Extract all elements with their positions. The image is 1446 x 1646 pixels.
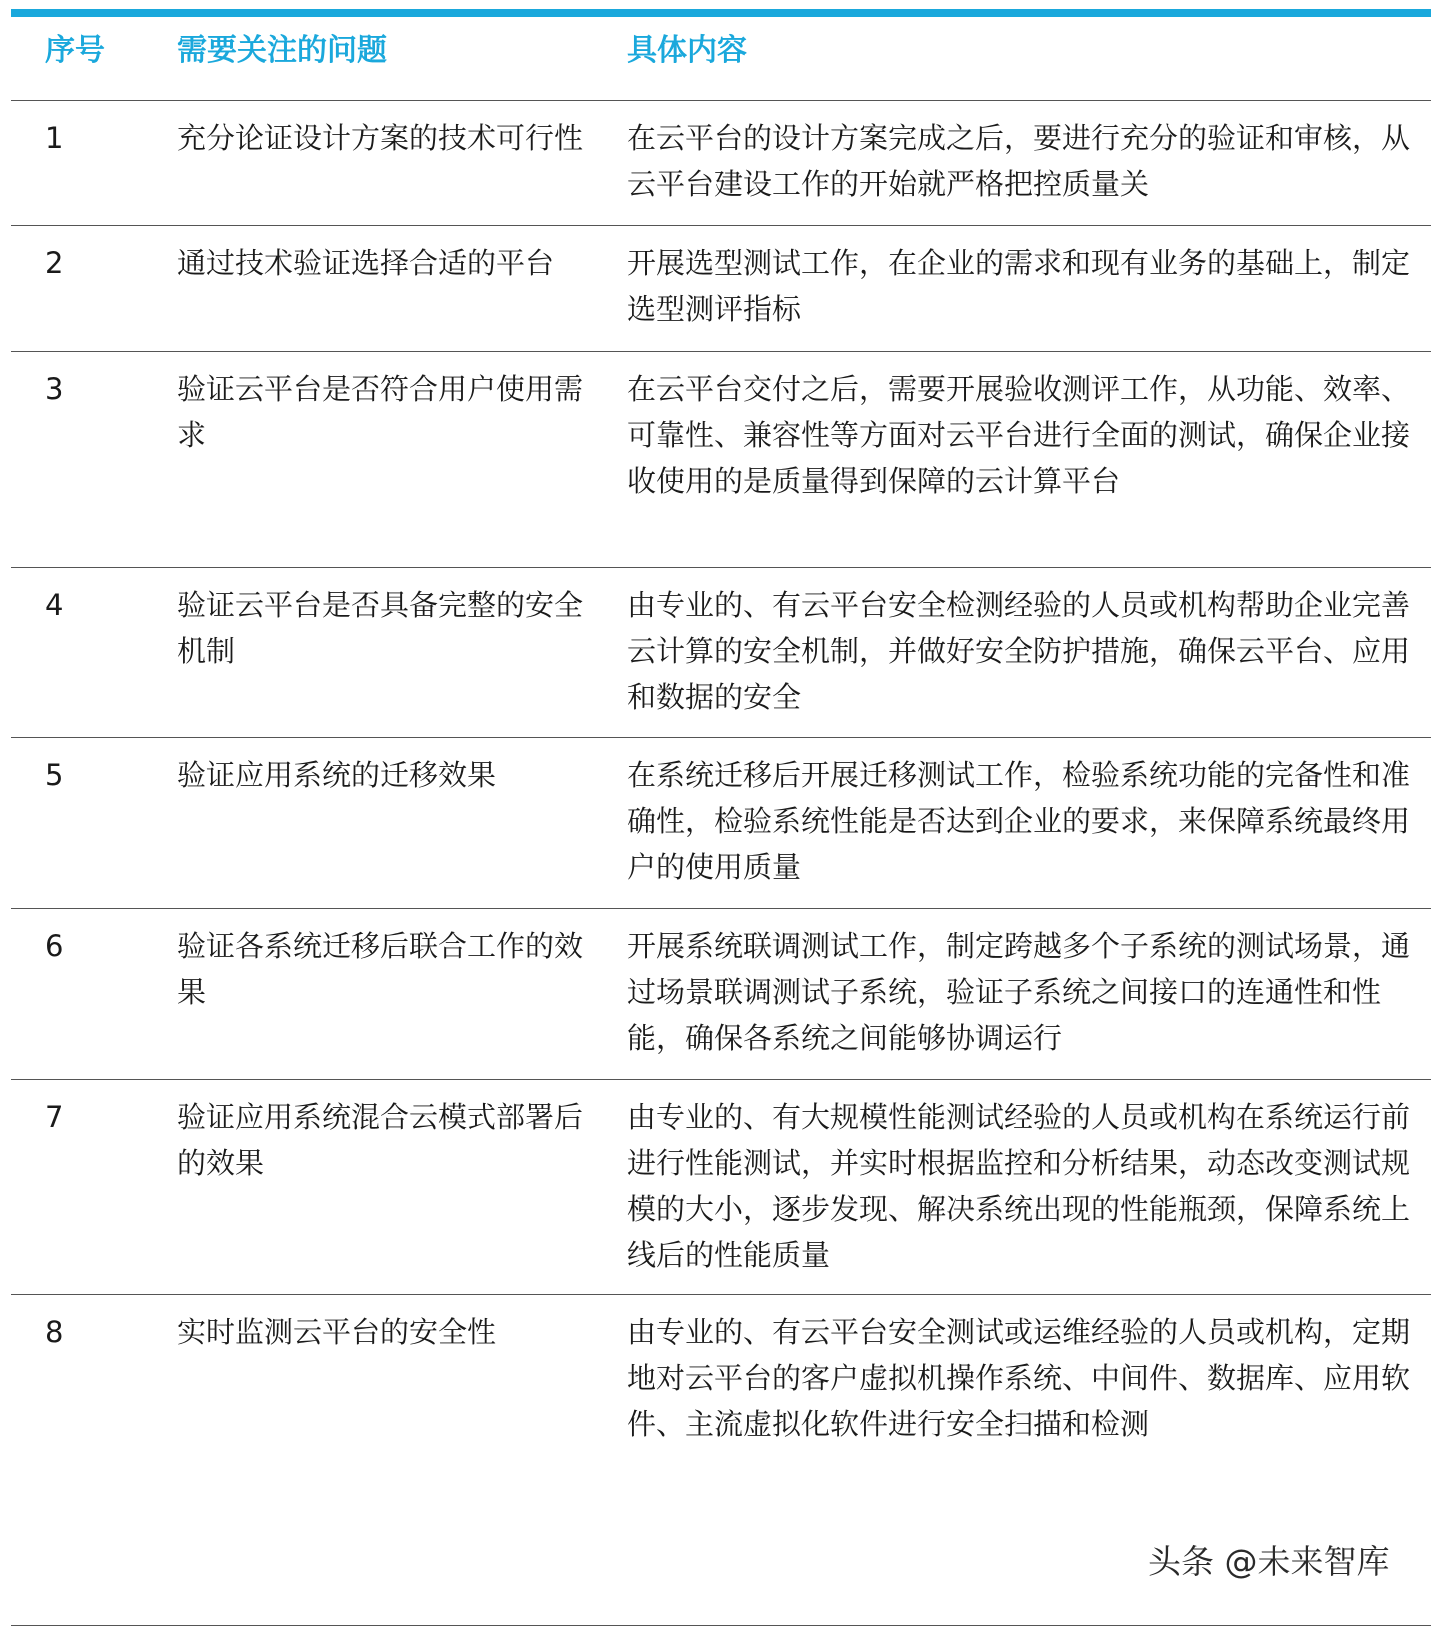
row-num: 5	[45, 758, 64, 792]
row-issue: 验证云平台是否具备完整的安全机制	[177, 588, 584, 668]
row-detail: 开展系统联调测试工作，制定跨越多个子系统的测试场景，通过场景联调测试子系统，验证子系统之间接口的连通性和性能，确保各系统之间能够协调运行	[627, 929, 1411, 1055]
row-num: 3	[45, 372, 64, 406]
table-row	[11, 1080, 1431, 1295]
row-issue: 验证应用系统的迁移效果	[177, 758, 497, 792]
header-detail: 具体内容	[627, 33, 747, 68]
row-detail: 由专业的、有大规模性能测试经验的人员或机构在系统运行前进行性能测试，并实时根据监控和分析结果，动态改变测试规模的大小，逐步发现、解决系统出现的性能瓶颈，保障系统上线后的性能质量	[627, 1100, 1411, 1272]
row-issue: 实时监测云平台的安全性	[177, 1315, 497, 1349]
row-num: 2	[45, 246, 64, 280]
row-num: 7	[45, 1100, 64, 1134]
table-bottom-rule	[11, 1625, 1431, 1626]
table-row	[11, 909, 1431, 1080]
row-issue: 充分论证设计方案的技术可行性	[177, 121, 584, 155]
row-issue: 通过技术验证选择合适的平台	[177, 246, 555, 280]
table-row	[11, 352, 1431, 568]
row-detail: 在云平台的设计方案完成之后，要进行充分的验证和审核，从云平台建设工作的开始就严格把控质量关	[627, 121, 1411, 201]
row-num: 1	[45, 121, 64, 155]
header-num: 序号	[45, 33, 105, 68]
row-issue: 验证各系统迁移后联合工作的效果	[177, 929, 584, 1009]
row-issue: 验证应用系统混合云模式部署后的效果	[177, 1100, 584, 1180]
row-num: 8	[45, 1315, 64, 1349]
table-row	[11, 101, 1431, 226]
issues-table	[11, 17, 1431, 1627]
row-num: 6	[45, 929, 64, 963]
row-detail: 在云平台交付之后，需要开展验收测评工作，从功能、效率、可靠性、兼容性等方面对云平台进行全面的测试，确保企业接收使用的是质量得到保障的云计算平台	[627, 372, 1411, 498]
header-issue: 需要关注的问题	[177, 33, 387, 68]
table-row	[11, 568, 1431, 738]
table-row	[11, 226, 1431, 352]
table-top-rule	[11, 9, 1431, 17]
row-num: 4	[45, 588, 64, 622]
row-detail: 由专业的、有云平台安全检测经验的人员或机构帮助企业完善云计算的安全机制，并做好安全防护措施，确保云平台、应用和数据的安全	[627, 588, 1411, 714]
row-detail: 在系统迁移后开展迁移测试工作，检验系统功能的完备性和准确性，检验系统性能是否达到企业的要求，来保障系统最终用户的使用质量	[627, 758, 1411, 884]
watermark-text: 头条 @未来智库	[1148, 1542, 1390, 1581]
row-detail: 开展选型测试工作，在企业的需求和现有业务的基础上，制定选型测评指标	[627, 246, 1411, 326]
table-header-row	[11, 17, 1431, 101]
row-issue: 验证云平台是否符合用户使用需求	[177, 372, 584, 452]
table-row	[11, 738, 1431, 909]
row-detail: 由专业的、有云平台安全测试或运维经验的人员或机构，定期地对云平台的客户虚拟机操作系统、中间件、数据库、应用软件、主流虚拟化软件进行安全扫描和检测	[627, 1315, 1411, 1441]
